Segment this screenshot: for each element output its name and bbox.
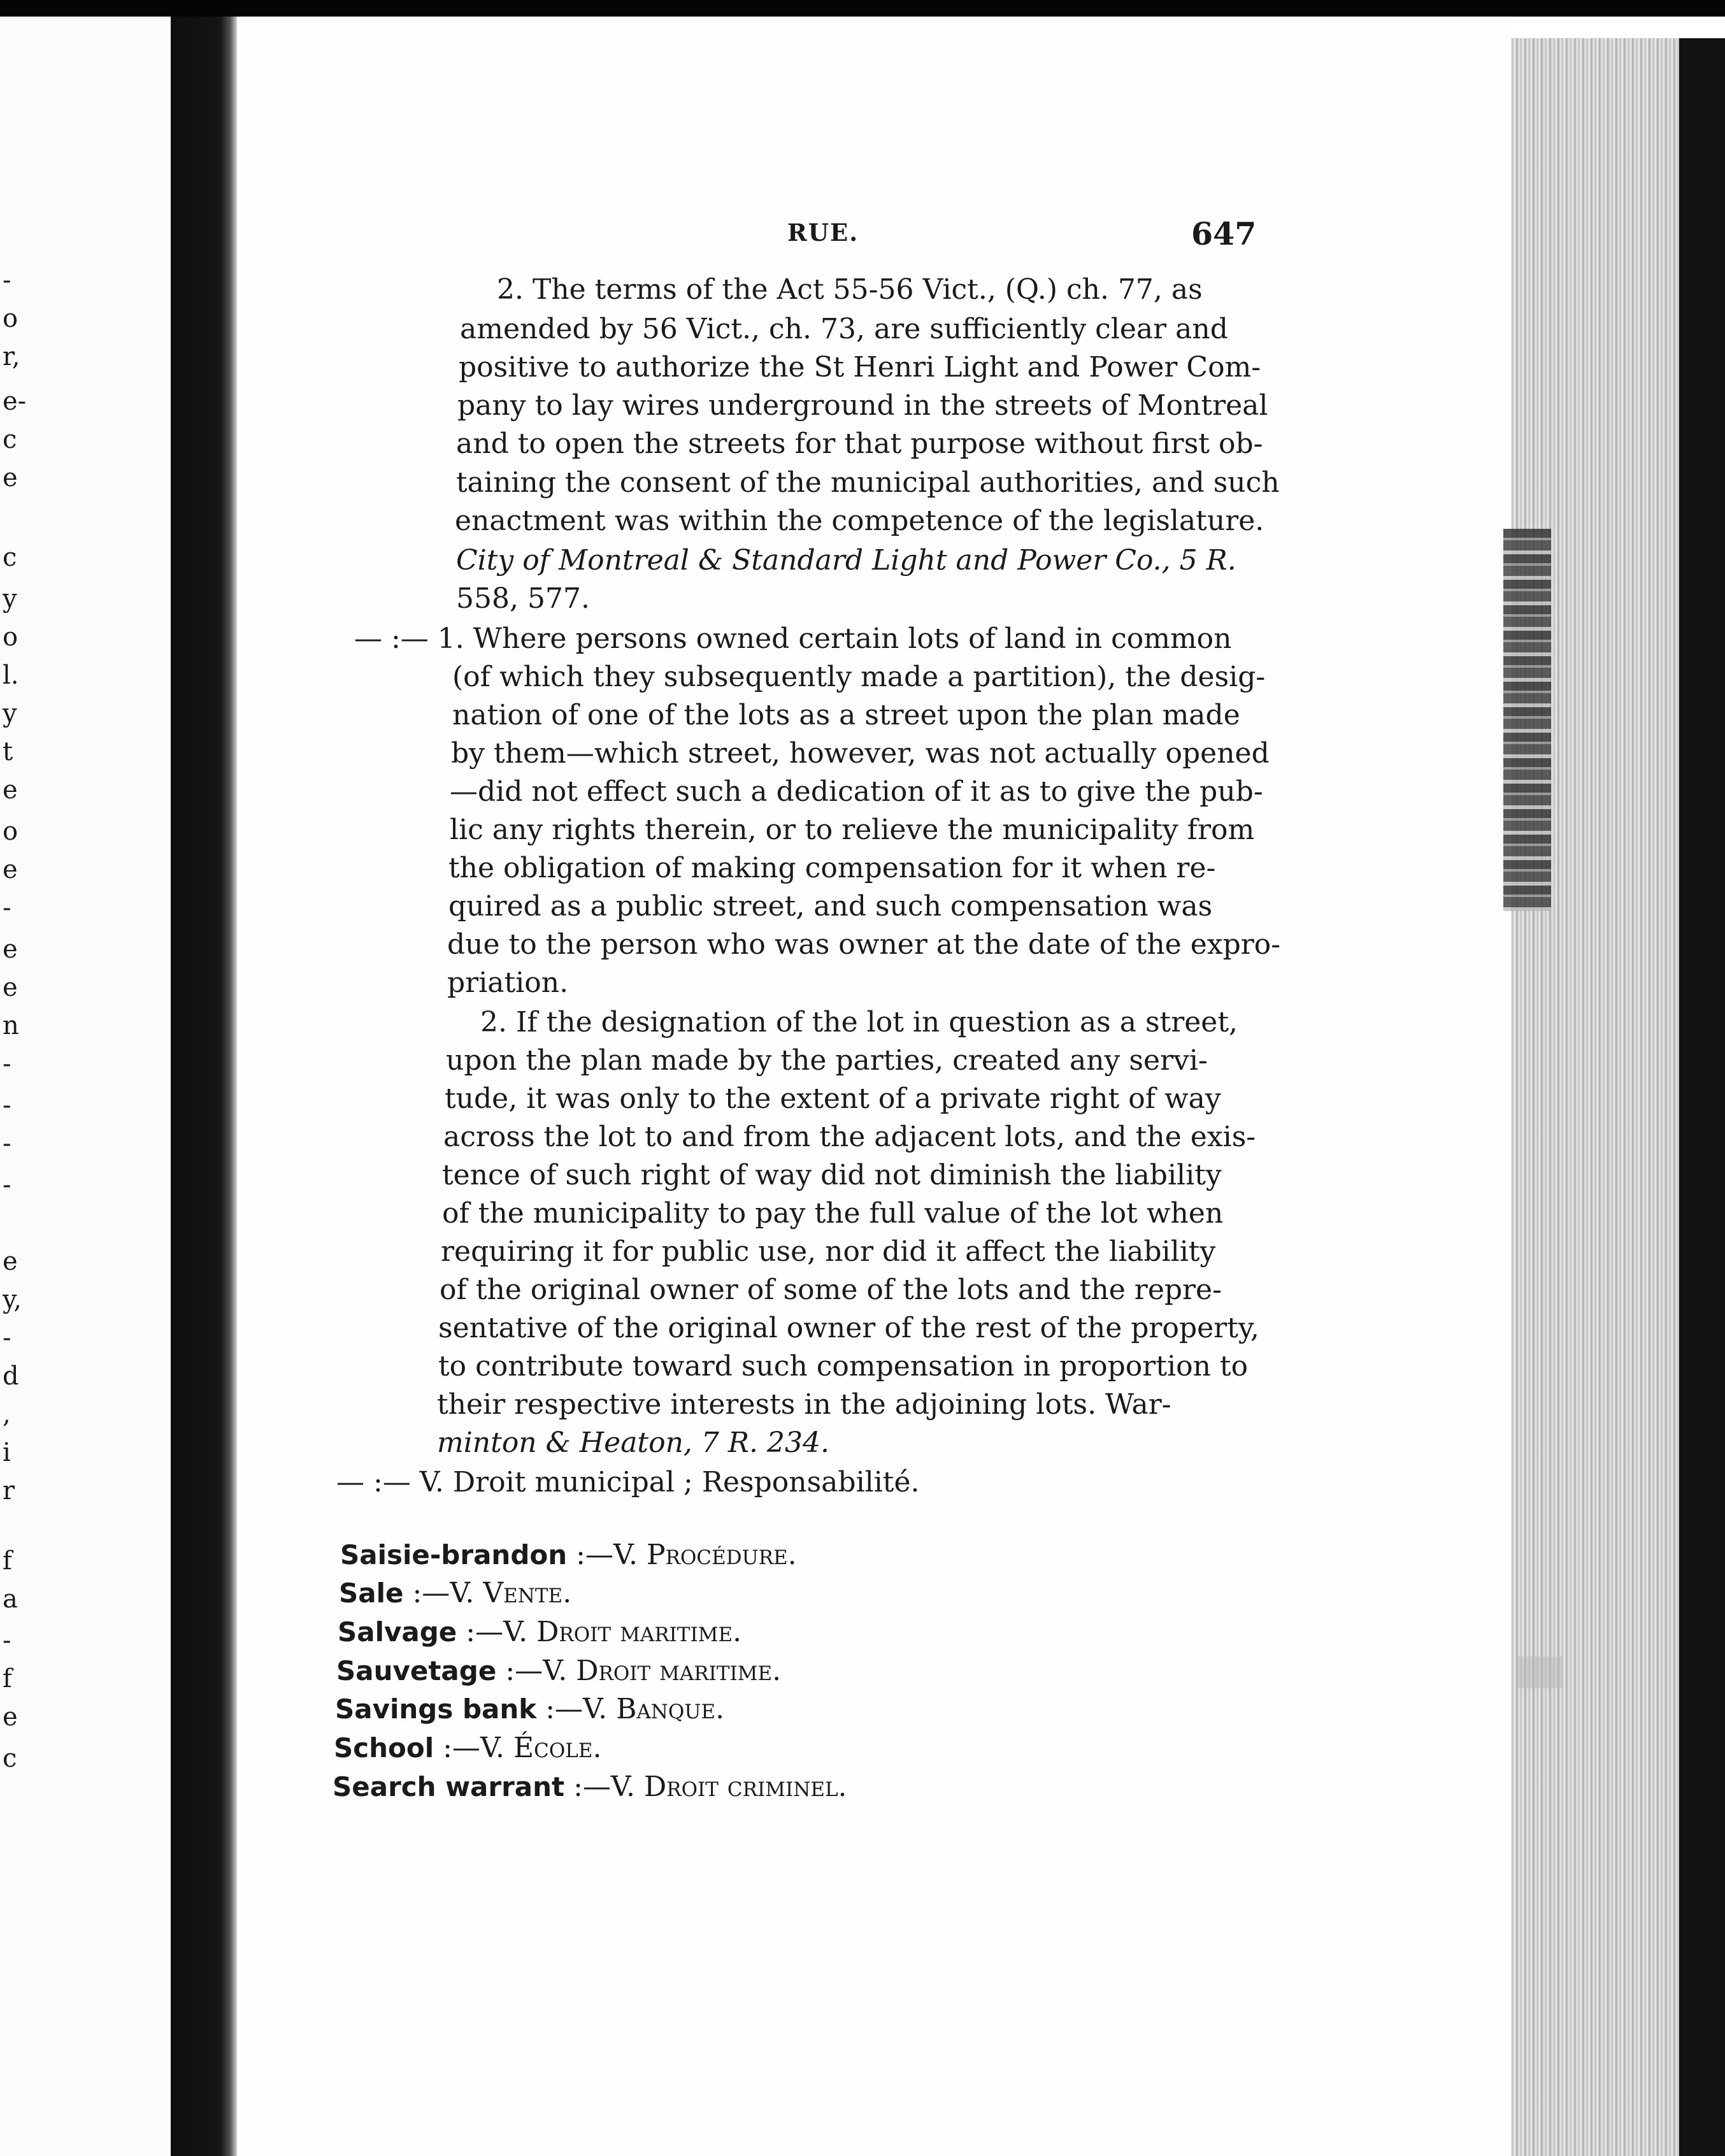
- facing-page-char: l.: [3, 661, 19, 690]
- index-entry: [338, 1616, 741, 1649]
- entry-reference: :—V. Procédure.: [567, 1539, 797, 1571]
- body-line: across the lot to and from the adjacent lots, and the exis-: [443, 1121, 1256, 1153]
- body-line: 2. The terms of the Act 55-56 Vict., (Q.) ch. 77, as: [497, 273, 1203, 306]
- entry-reference: :—V. Banque.: [536, 1693, 725, 1725]
- case-citation: City of Montreal & Standard Light and Power Co., 5 R.: [456, 544, 1236, 577]
- facing-page-char: -: [3, 1626, 11, 1655]
- body-line: due to the person who was owner at the date of the expro-: [447, 928, 1281, 961]
- facing-page-char: f: [3, 1546, 12, 1576]
- facing-page-char: r: [3, 1476, 15, 1506]
- index-entry: [335, 1693, 724, 1726]
- case-citation: minton & Heaton, 7 R. 234.: [437, 1427, 829, 1459]
- body-line: the obligation of making compensation for it when re-: [448, 852, 1216, 884]
- body-line: upon the plan made by the parties, created any servi-: [446, 1044, 1208, 1077]
- book-gutter: [171, 17, 237, 2156]
- entry-heading: School: [334, 1732, 434, 1764]
- body-line: tude, it was only to the extent of a private right of way: [445, 1082, 1221, 1115]
- facing-page-char: c: [3, 543, 17, 572]
- facing-page-char: t: [3, 737, 13, 766]
- body-line: lic any rights therein, or to relieve the municipality from: [450, 814, 1255, 846]
- facing-page-char: e: [3, 935, 18, 964]
- facing-page-char: e-: [3, 387, 27, 416]
- library-stamp: [1503, 529, 1551, 911]
- facing-page-char: o: [3, 304, 18, 333]
- body-line: positive to authorize the St Henri Light and Power Com-: [459, 351, 1261, 384]
- facing-page-char: c: [3, 425, 17, 454]
- entry-reference: :—V. Droit maritime.: [496, 1655, 782, 1687]
- entry-heading: Savings bank: [335, 1693, 537, 1725]
- entry-reference: :—V. Droit maritime.: [457, 1616, 742, 1648]
- body-line: — :— 1. Where persons owned certain lots of land in common: [354, 622, 1232, 655]
- facing-page-char: n: [3, 1011, 19, 1040]
- scan-right-border: [1679, 38, 1725, 2156]
- body-line: quired as a public street, and such compensation was: [448, 890, 1213, 923]
- facing-page-char: c: [3, 1744, 17, 1773]
- facing-page-char: -: [3, 1129, 11, 1158]
- body-line: requiring it for public use, nor did it affect the liability: [441, 1235, 1216, 1268]
- entry-heading: Sauvetage: [336, 1655, 497, 1686]
- running-head: RUE.: [787, 219, 859, 247]
- facing-page-char: -: [3, 1049, 11, 1079]
- body-line: and to open the streets for that purpose without first ob-: [456, 428, 1263, 460]
- facing-page-char: y,: [3, 1285, 22, 1314]
- body-line: priation.: [447, 967, 569, 999]
- page-number: 647: [1191, 215, 1257, 252]
- body-line: pany to lay wires underground in the streets of Montreal: [457, 389, 1268, 422]
- facing-page-char: e: [3, 463, 18, 492]
- facing-page-char: r,: [3, 342, 20, 371]
- index-entry: [333, 1771, 847, 1804]
- cross-reference: — :— V. Droit municipal ; Responsabilité.: [336, 1466, 920, 1498]
- body-line: —did not effect such a dedication of it as to give the pub-: [450, 775, 1263, 808]
- index-entry: [334, 1732, 601, 1765]
- index-entry: [339, 1577, 571, 1610]
- facing-page: [0, 17, 171, 2156]
- entry-heading: Salvage: [338, 1616, 457, 1648]
- body-line: amended by 56 Vict., ch. 73, are sufficiently clear and: [460, 313, 1228, 345]
- body-line: (of which they subsequently made a partition), the desig-: [452, 661, 1266, 693]
- entry-heading: Sale: [339, 1577, 404, 1609]
- facing-page-char: e: [3, 775, 18, 805]
- body-line: 558, 577.: [456, 582, 590, 615]
- body-line: to contribute toward such compensation in proportion to: [438, 1350, 1249, 1383]
- edge-mark: [1517, 1657, 1562, 1688]
- body-line: of the municipality to pay the full value of the lot when: [442, 1197, 1224, 1230]
- facing-page-char: ,: [3, 1400, 11, 1429]
- facing-page-char: -: [3, 893, 11, 923]
- body-line: enactment was within the competence of the legislature.: [455, 505, 1264, 537]
- facing-page-char: e: [3, 1247, 18, 1276]
- entry-heading: Search warrant: [333, 1771, 565, 1802]
- entry-reference: :—V. École.: [434, 1732, 602, 1764]
- body-line: taining the consent of the municipal authorities, and such: [456, 466, 1280, 499]
- scan-top-border: [0, 0, 1725, 17]
- body-line: 2. If the designation of the lot in question as a street,: [480, 1006, 1238, 1038]
- entry-heading: Saisie-brandon: [340, 1539, 568, 1570]
- facing-page-char: e: [3, 855, 18, 884]
- facing-page-char: a: [3, 1585, 18, 1614]
- index-entry: [336, 1655, 781, 1688]
- entry-reference: :—V. Droit criminel.: [564, 1771, 847, 1803]
- facing-page-char: e: [3, 1702, 18, 1732]
- facing-page-char: o: [3, 622, 18, 652]
- facing-page-char: -: [3, 1091, 11, 1120]
- facing-page-char: -: [3, 266, 11, 295]
- facing-page-char: i: [3, 1438, 11, 1467]
- body-line: by them—which street, however, was not actually opened: [451, 737, 1270, 770]
- entry-reference: :—V. Vente.: [403, 1577, 572, 1609]
- facing-page-char: -: [3, 1323, 11, 1353]
- body-line: their respective interests in the adjoining lots. War-: [437, 1388, 1171, 1421]
- facing-page-char: o: [3, 817, 18, 846]
- body-line: of the original owner of some of the lots and the repre-: [440, 1274, 1222, 1306]
- index-entry: [340, 1539, 797, 1572]
- body-line: sentative of the original owner of the rest of the property,: [438, 1312, 1259, 1344]
- facing-page-char: y: [3, 699, 17, 728]
- facing-page-char: e: [3, 973, 18, 1002]
- facing-page-char: -: [3, 1170, 11, 1200]
- facing-page-char: d: [3, 1362, 19, 1391]
- facing-page-char: y: [3, 584, 17, 614]
- body-line: nation of one of the lots as a street upon the plan made: [452, 699, 1240, 731]
- facing-page-char: f: [3, 1664, 12, 1693]
- page-edges: [1511, 38, 1679, 2156]
- body-line: tence of such right of way did not diminish the liability: [442, 1159, 1222, 1191]
